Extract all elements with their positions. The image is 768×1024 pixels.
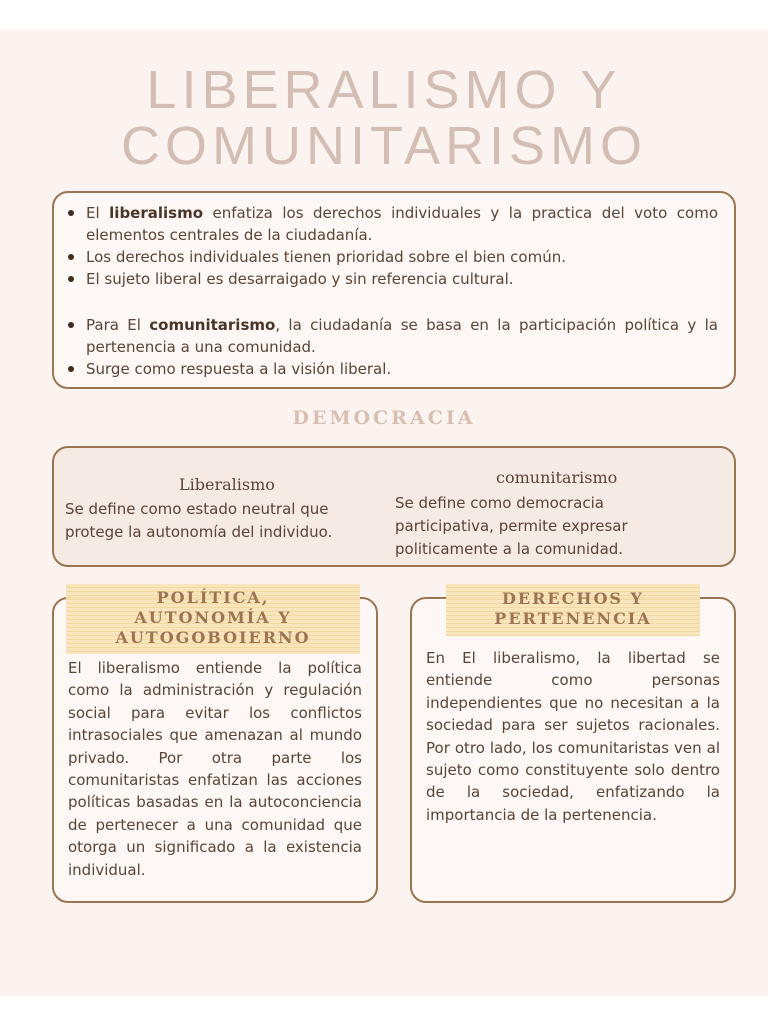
intro-bullet-3: El sujeto liberal es desarraigado y sin referencia cultural. [68,268,718,290]
derechos-title-line-2: PERTENENCIA [494,609,652,628]
title-line-2: COMUNITARISMO [121,116,647,176]
page-background [0,30,768,996]
bullet-4-post: , la ciudadanía se basa en la participación política y la pertenencia a una comunidad. [86,316,718,356]
intro-box [52,191,736,389]
liberalismo-heading: Liberalismo [179,475,275,494]
comunitarismo-text: Se define como democracia participativa, permite expresar politicamente a la comunidad. [395,494,628,558]
liberalismo-text: Se define como estado neutral que protege la autonomía del individuo. [65,500,333,541]
derechos-title-line-1: DERECHOS Y [502,589,644,608]
intro-bullet-2: Los derechos individuales tienen prioridad sobre el bien común. [68,246,718,268]
page-title [0,62,768,174]
intro-list-a [68,202,718,290]
democracia-box [52,446,736,567]
derechos-box [410,597,736,903]
politica-title-line-2: AUTONOMÍA Y [134,608,292,627]
intro-list-b [68,314,718,380]
bullet-1-pre: El [86,204,110,222]
politica-title-line-3: AUTOGOBOIERNO [115,628,311,647]
comunitarismo-heading: comunitarismo [496,468,618,487]
bullet-1-post: enfatiza los derechos individuales y la practica del voto como elementos centrales de la ciudadanía. [86,204,718,244]
intro-bullet-5: Surge como respuesta a la visión liberal. [68,358,718,380]
intro-bullet-4 [68,314,718,358]
bullet-1-bold: liberalismo [109,204,204,222]
bullet-4-bold: comunitarismo [149,316,276,334]
politica-title-line-1: POLÍTICA, [156,588,270,607]
politica-text: El liberalismo entiende la política como la administración y regulación social para evitar los conflictos intrasociales que amenazan al mundo privado. Por otra parte los comunitaristas enfatizan las acciones políticas basadas en la autoconciencia de pertenecer a una comunidad que otorga un significado a la existencia individual. [68,659,362,879]
derechos-text: En El liberalismo, la libertad se entiende como personas independientes que no necesitan a la sociedad para ser sujetos racionales. Por otro lado, los comunitaristas ven al sujeto como constituyente solo dentro de la sociedad, enfatizando la importancia de la pertenencia. [426,649,720,824]
democracia-heading: DEMOCRACIA [292,407,476,429]
title-line-1: LIBERALISMO Y [146,60,622,120]
politica-title [66,588,360,648]
intro-bullet-1 [68,202,718,246]
bullet-4-pre: Para El [86,316,150,334]
derechos-title [446,589,700,629]
